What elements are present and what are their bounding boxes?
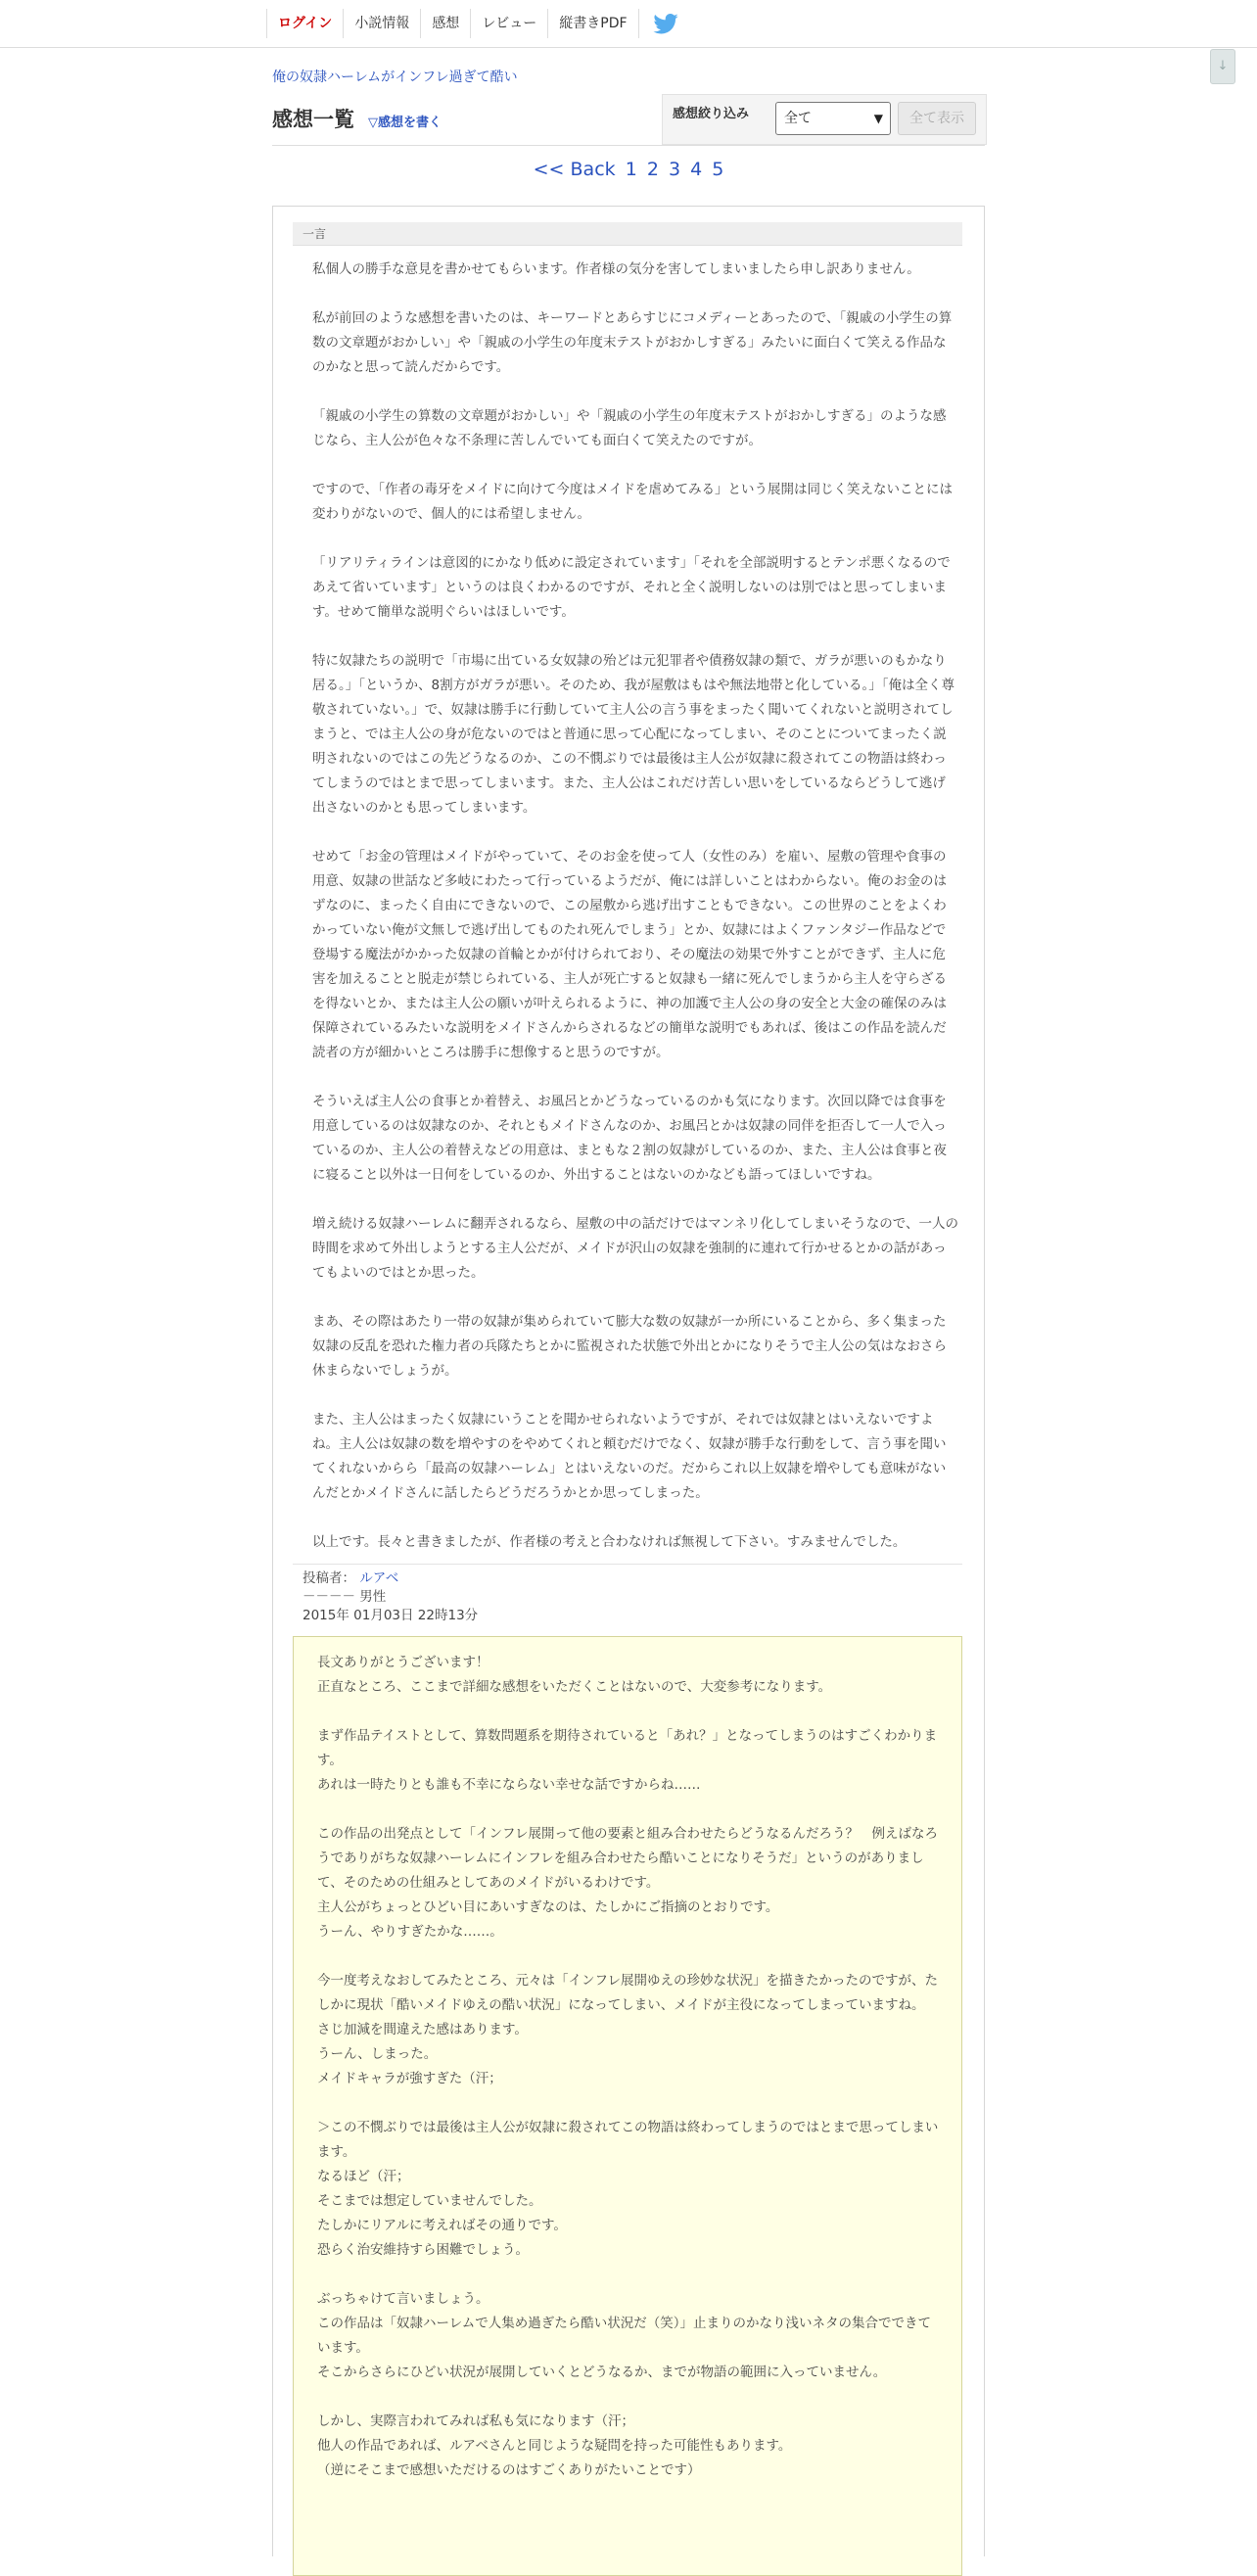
review-paragraph: 増え続ける奴隷ハーレムに翻弄されるなら、屋敷の中の話だけではマンネリ化してしまいそうなので、一人の時間を求めて外出しようとする主人公だが、メイドが沢山の奴隷を強制的に連れて行かせるとかの話があってもよいのではとか思った。	[312, 1216, 959, 1281]
title-row	[272, 104, 442, 137]
review-divider	[293, 1564, 962, 1565]
reply-paragraph: この作品の出発点として「インフレ展開って他の要素と組み合わせたらどうなるんだろう？ 例えばなろうでありがちな奴隷ハーレムにインフレを組み合わせたら酷いことになりそうだ」というのがありまして、そのための仕組みとしてあのメイドがいるわけです。 主人公がちょっとひどい目にあいすぎなのは、たしかにご指摘のとおりです。 うーん、やりすぎたかな……。	[317, 1826, 938, 1940]
twitter-icon[interactable]	[653, 13, 678, 34]
reply-paragraph: 今一度考えなおしてみたところ、元々は「インフレ展開ゆえの珍妙な状況」を描きたかったのですが、たしかに現状「酷いメイドゆえの酷い状況」になってしまい、メイドが主役になってしまっていますね。 さじ加減を間違えた感はあります。 うーん、しまった。 メイドキャラが強すぎた（汗；	[317, 1973, 938, 2086]
filter-select[interactable]	[775, 102, 891, 135]
pager-page-2[interactable]: 2	[646, 159, 659, 180]
pager-page-5[interactable]: 5	[712, 159, 724, 180]
page-title: 感想一覧	[272, 108, 354, 131]
twitter-bird-icon	[653, 14, 678, 34]
filter-label: 感想絞り込み	[673, 107, 750, 121]
review-text	[312, 258, 958, 1579]
review-paragraph: 私個人の勝手な意見を書かせてもらいます。作者様の気分を害してしまいましたら申し訳ありません。	[312, 261, 920, 277]
reply-paragraph: ＞この不憫ぶりでは最後は主人公が奴隷に殺されてこの物語は終わってしまうのではとまで思ってしまいます。 なるほど（汗； そこまでは想定していませんでした。 たしかにリアルに考えればその通りです。 恐らく治安維持すら困難でしょう。	[317, 2120, 939, 2258]
header-divider	[272, 145, 985, 146]
nav-impressions[interactable]: 感想	[420, 9, 470, 38]
pager-page-3[interactable]: 3	[668, 159, 681, 180]
pagination	[0, 159, 1257, 180]
nav-novel-info[interactable]: 小説情報	[343, 9, 420, 38]
nav-vertical-pdf[interactable]: 縦書きPDF	[547, 9, 638, 38]
nav-login[interactable]: ログイン	[266, 9, 343, 38]
review-paragraph: ですので、「作者の毒牙をメイドに向けて今度はメイドを虐めてみる」という展開は同じく笑えないことには変わりがないので、個人的には希望しません。	[312, 482, 953, 522]
scroll-down-button[interactable]: ↓	[1210, 49, 1235, 84]
poster-row	[303, 1569, 478, 1588]
review-paragraph: 特に奴隷たちの説明で「市場に出ている女奴隷の殆どは元犯罪者や債務奴隷の類で、ガラが悪いのもかなり居る。」「というか、8割方がガラが悪い。そのため、我が屋敷はもはや無法地帯と化している。」「俺は全く尊敬されていない。」で、奴隷は勝手に行動していて主人公の言う事をまったく聞いてくれないと説明されてしまうと、では主人公の身が危ないのではと普通に思って心配になってしまい、そのことについてまったく説明されないのではこの先どうなるのか、この不憫ぶりでは最後は主人公が奴隷に殺されてこの物語は終わってしまうのではとまで思ってしまいます。また、主人公はこれだけ苦しい思いをしているならどうして逃げ出さないのかとも思ってしまいます。	[312, 653, 955, 816]
reply-paragraph: まず作品テイストとして、算数問題系を期待されていると「あれ？」となってしまうのはすごくわかります。 あれは一時たりとも誰も不幸にならない幸せな話ですからね……	[317, 1728, 938, 1793]
review-paragraph: 「リアリティラインは意図的にかなり低めに設定されています」「それを全部説明するとテンポ悪くなるのであえて省いています」というのは良くわかるのですが、それと全く説明しないのは別ではと思ってしまいます。せめて簡単な説明ぐらいはほしいです。	[312, 555, 951, 620]
show-all-button[interactable]: 全て表示	[898, 102, 976, 135]
review-paragraph: そういえば主人公の食事とか着替え、お風呂とかどうなっているのかも気になります。次回以降では食事を用意しているのは奴隷なのか、それともメイドさんなのか、お風呂とかは奴隷の同伴を拒否して一人で入っているのか、主人公の着替えなどの用意は、まともな２割の奴隷がしているのか、また、主人公は食事と夜に寝ること以外は一日何をしているのか、外出することはないのかなども語ってほしいですね。	[312, 1094, 947, 1183]
author-reply	[293, 1636, 962, 2576]
poster-name-link[interactable]: ルアベ	[359, 1570, 399, 1586]
reply-paragraph: しかし、実際言われてみれば私も気になります（汗； 他人の作品であれば、ルアベさんと同じような疑問を持った可能性もあります。 （逆にそこまで感想いただけるのはすごくありがたいことです）	[317, 2413, 792, 2478]
top-nav	[0, 0, 1257, 48]
review-meta	[303, 1569, 478, 1625]
impression-card	[272, 206, 985, 2556]
poster-label: 投稿者：	[303, 1570, 355, 1586]
review-paragraph: まあ、その際はあたり一帯の奴隷が集められていて膨大な数の奴隷が一か所にいることから、多く集まった奴隷の反乱を恐れた権力者の兵隊たちとかに監視された状態で外出とかになりそうで主人公の気はなおさら休まらないでしょうが。	[312, 1314, 947, 1379]
reply-paragraph: ぶっちゃけて言いましょう。 この作品は「奴隷ハーレムで人集め過ぎたら酷い状況だ（笑）」止まりのかなり浅いネタの集合でできています。 そこからさらにひどい状況が展開していくとどうなるか、までが物語の範囲に入っていません。	[317, 2291, 931, 2380]
reply-text	[317, 1651, 944, 2507]
filter-selected-value: 全て	[784, 111, 812, 126]
reply-paragraph: 長文ありがとうございます！ 正直なところ、ここまで詳細な感想をいただくことはないので、大変参考になります。	[317, 1655, 832, 1695]
pager-back-link[interactable]: << Back	[533, 159, 616, 180]
review-paragraph: 私が前回のような感想を書いたのは、キーワードとあらすじにコメディーとあったので、「親戚の小学生の算数の文章題がおかしい」や「親戚の小学生の年度末テストがおかしすぎる」みたいに面白くて笑える作品なのかなと思って読んだからです。	[312, 310, 953, 375]
nav-links	[266, 9, 678, 38]
poster-info: －－－－ 男性	[303, 1589, 387, 1605]
section-label: 一言	[293, 222, 962, 246]
posted-at: 2015年 01月03日 22時13分	[303, 1608, 479, 1623]
nav-reviews[interactable]: レビュー	[470, 9, 547, 38]
pager-page-4[interactable]: 4	[690, 159, 703, 180]
write-impression-link[interactable]: ▽感想を書く	[368, 116, 442, 130]
review-paragraph: せめて「お金の管理はメイドがやっていて、そのお金を使って人（女性のみ）を雇い、屋敷の管理や食事の用意、奴隷の世話など多岐にわたって行っているようだが、俺には詳しいことはわからない。俺のお金のはずなのに、まったく自由にできないので、この屋敷から逃げ出すこともできない。この世界のことをよくわかっていない俺が文無しで逃げ出してものたれ死んでしまう」とか、奴隷にはよくファンタジー作品などで登場する魔法がかかった奴隷の首輪とかが付けられており、その魔法の効果で外すことができず、主人に危害を加えることと脱走が禁じられている、主人が死亡すると奴隷も一緒に死んでしまうから主人を守らざるを得ないとか、または主人公の願いが叶えられるように、神の加護で主人公の身の安全と大金の確保のみは保障されているみたいな説明をメイドさんからされるなどの簡単な説明でもあれば、後はこの作品を読んだ読者の方が細かいところは勝手に想像すると思うのですが。	[312, 849, 947, 1060]
review-paragraph: 以上です。長々と書きましたが、作者様の考えと合わなければ無視して下さい。すみませんでした。	[312, 1534, 907, 1550]
review-paragraph: また、主人公はまったく奴隷にいうことを聞かせられないようですが、それでは奴隷とはいえないですよね。主人公は奴隷の数を増やすのをやめてくれと頼むだけでなく、奴隷が勝手な行動をして、言う事を聞いてくれないからら「最高の奴隷ハーレム」とはいえないのだ。だからこれ以上奴隷を増やしても意味がないんだとかメイドさんに話したらどうだろうかとか思ってしまった。	[312, 1412, 947, 1501]
pager-page-1[interactable]: 1	[625, 159, 637, 180]
chevron-down-icon: ▼	[873, 112, 883, 125]
novel-title-link[interactable]: 俺の奴隷ハーレムがインフレ過ぎて酷い	[272, 70, 518, 85]
review-paragraph: 「親戚の小学生の算数の文章題がおかしい」や「親戚の小学生の年度末テストがおかしすぎる」のような感じなら、主人公が色々な不条理に苦しんでいても面白くて笑えたのですが。	[312, 408, 947, 448]
impression-filter	[662, 94, 987, 145]
